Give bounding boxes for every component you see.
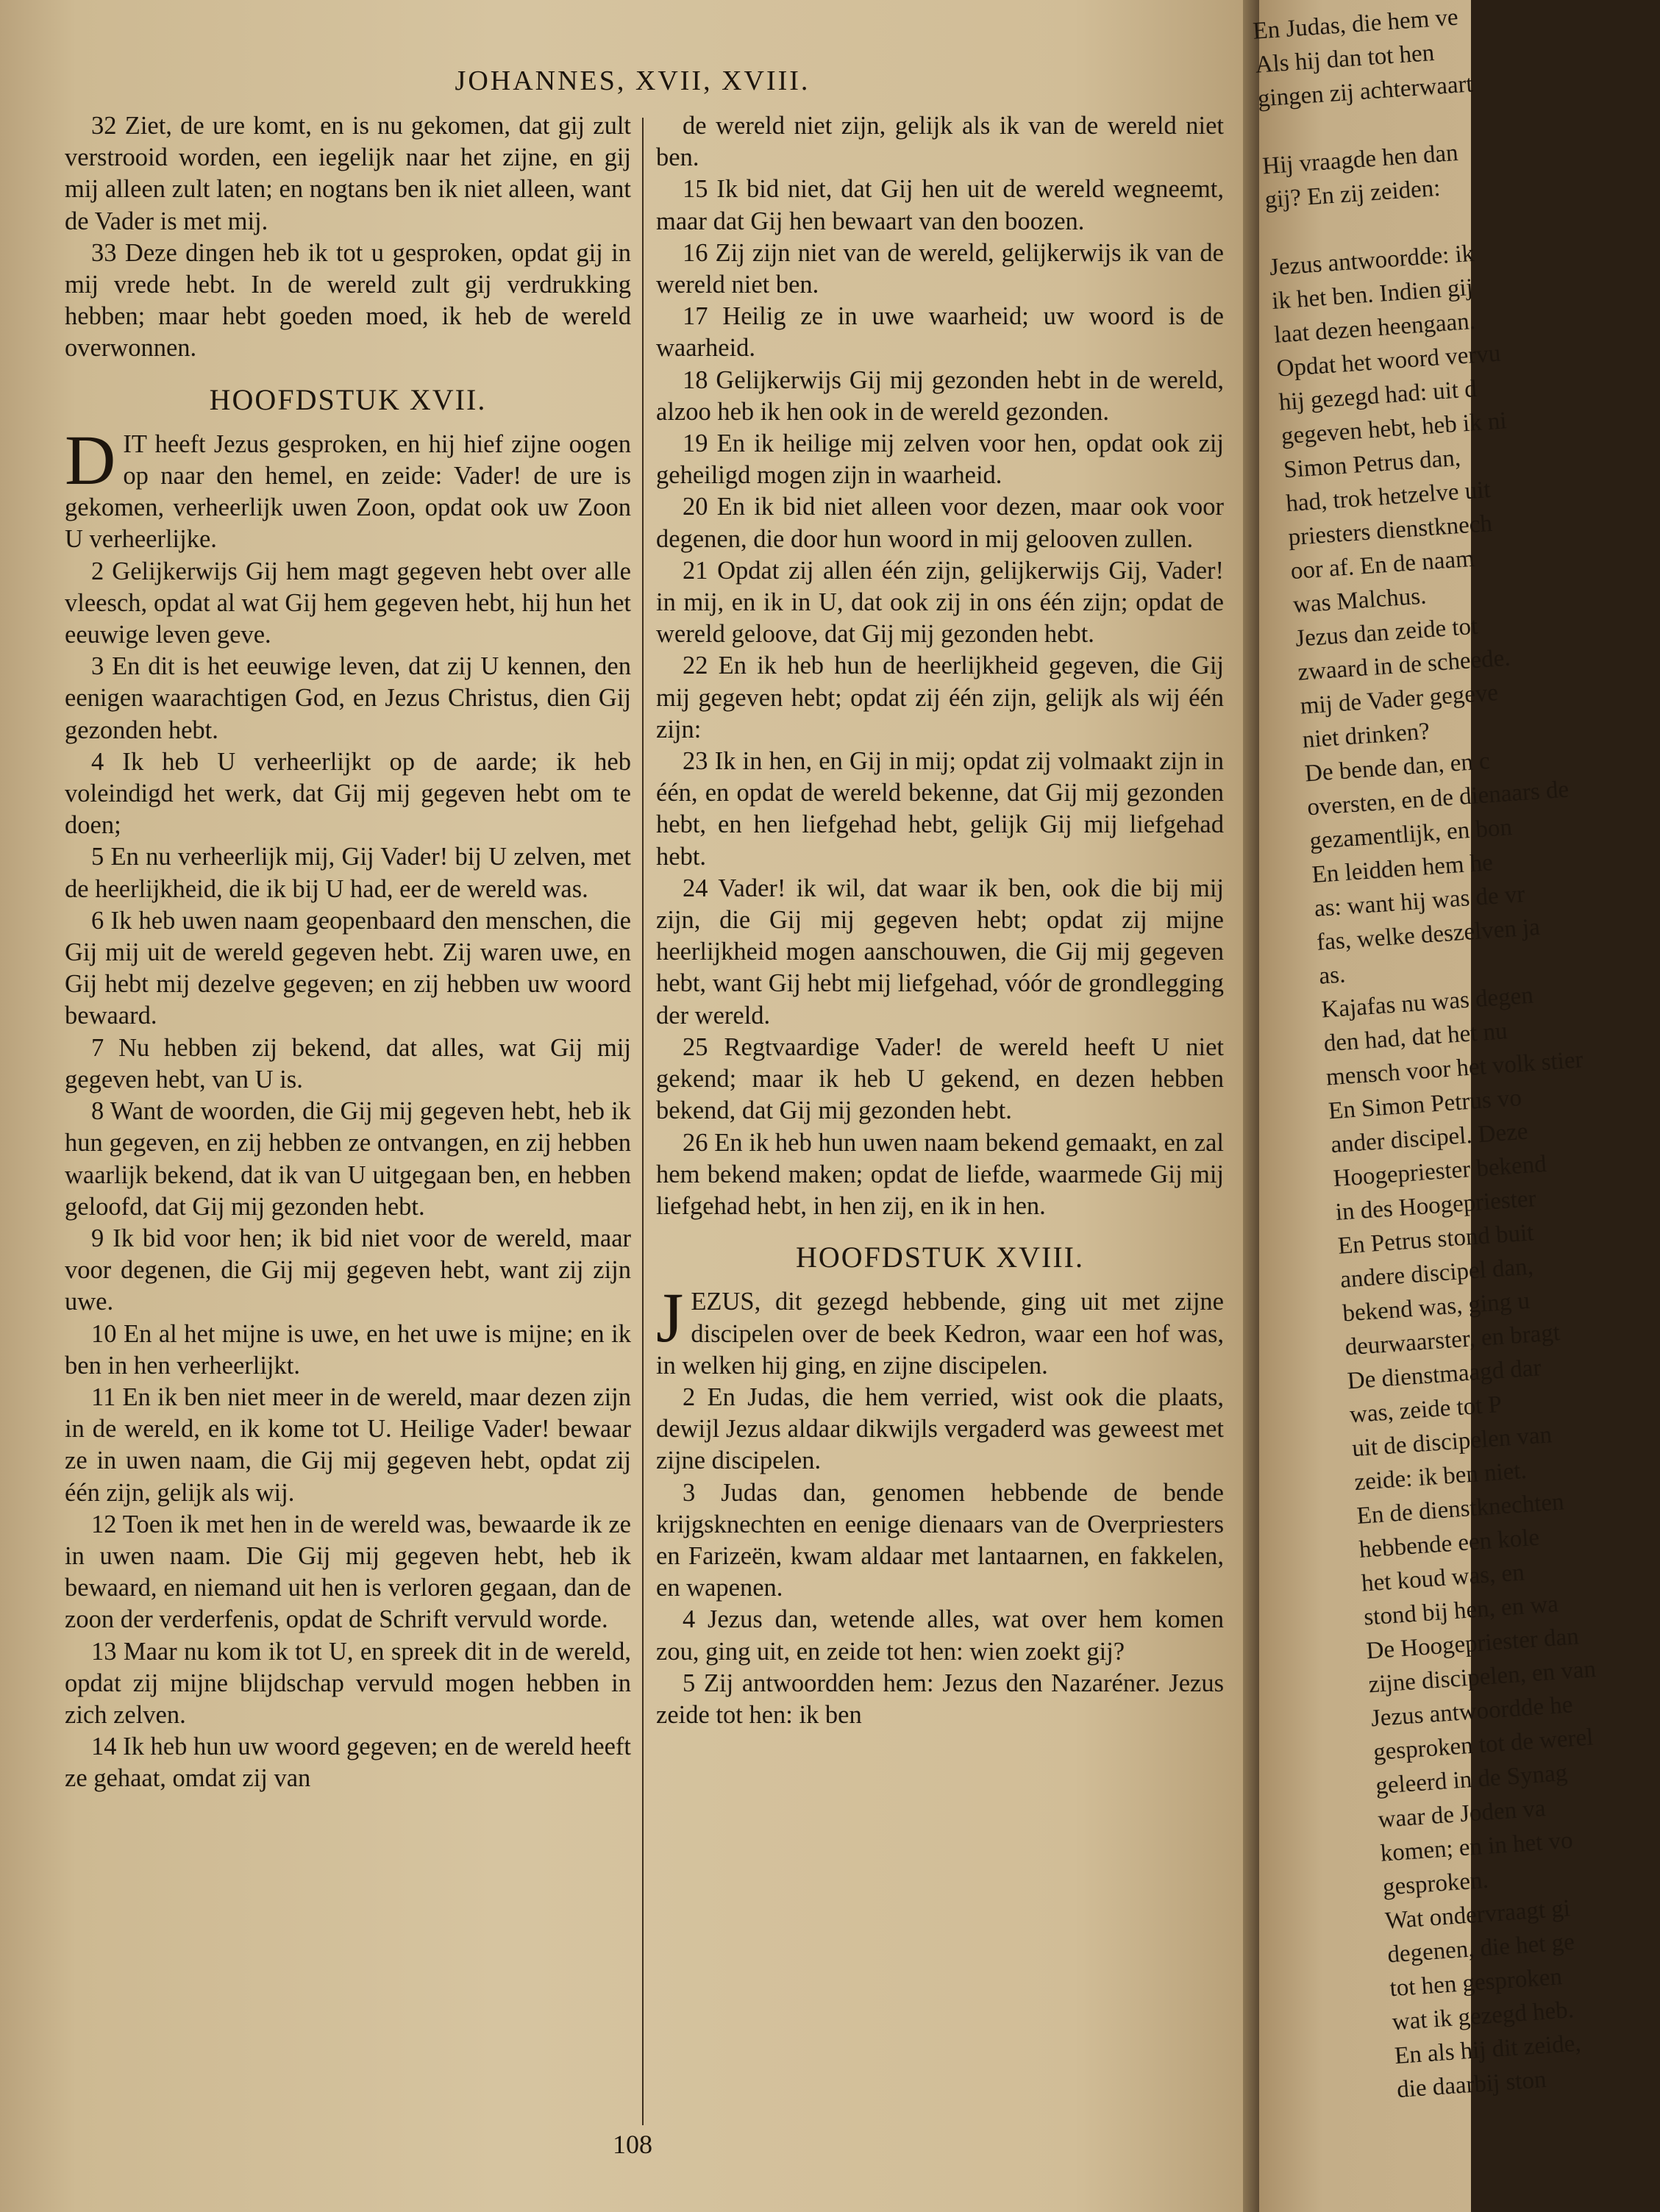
verse: 33 Deze dingen heb ik tot u gesproken, opdat gij in mij vrede hebt. In de wereld zult gij verdrukking hebben; maar hebt goeden moed, ik heb de wereld overwonnen. [65, 238, 631, 363]
facing-page-line: as: want hij was de vr [1313, 881, 1526, 922]
facing-page-line: deurwaarster, en bragt [1344, 1319, 1561, 1361]
facing-page-line: niet drinken? [1301, 718, 1431, 754]
facing-page-line: oor af. En de naam [1289, 545, 1475, 585]
verse: 26 En ik heb hun uwen naam bekend gemaakt, en zal hem bekend maken; opdat de liefde, waarmede Gij mij liefgehad hebt, in hen zij, en ik in hen. [656, 1128, 1224, 1220]
verse: 7 Nu hebben zij bekend, dat alles, wat Gij mij gegeven hebt, van U is. [65, 1033, 631, 1093]
verse: 9 Ik bid voor hen; ik bid niet voor de wereld, maar voor degenen, die Gij mij gegeven hebt, want zij zijn uwe. [65, 1224, 631, 1316]
facing-page-line: Jezus dan zeide tot [1294, 613, 1479, 652]
facing-page-line: as. [1318, 961, 1347, 990]
facing-page-line: waar de Joden va [1377, 1795, 1547, 1833]
facing-page-line: gingen zij achterwaart [1256, 71, 1474, 113]
facing-page-line: ik het ben. Indien gij [1271, 274, 1474, 315]
verse: 15 Ik bid niet, dat Gij hen uit de wereld wegneemt, maar dat Gij hen bewaart van den boozen. [656, 175, 1224, 235]
dropcap-j: J [656, 1278, 684, 1357]
facing-page-line: stond bij hen, en wa [1363, 1591, 1559, 1631]
facing-page-line: mensch voor het volk stier [1325, 1046, 1584, 1091]
right-verses [656, 110, 1224, 1222]
running-head: JOHANNES, XVII, XVIII. [455, 65, 811, 96]
facing-page-line: De Hoogepriester dan [1365, 1623, 1580, 1665]
facing-page-line: had, trok hetzelve uit [1285, 476, 1492, 518]
facing-page-line: hij gezegd had: uit d [1278, 375, 1478, 416]
column-divider [642, 118, 644, 2125]
chapter-xviii-verse-1: JEZUS, dit gezegd hebbende, ging uit met zijne discipelen over de beek Kedron, waar een hof was, in welken hij ging, en zijne discipelen. [656, 1278, 1224, 1380]
verse: 3 Judas dan, genomen hebbende de bende krijgsknechten en eenige dienaars van de Overpriesters en Farizeën, kwam aldaar met lantaarnen, en fakkelen, en wapenen. [656, 1478, 1224, 1602]
facing-page-line: zijne discipelen, en van [1367, 1655, 1597, 1699]
verse: 3 En dit is het eeuwige leven, dat zij U kennen, den eenigen waarachtigen God, en Jezus Christus, dien Gij gezonden hebt. [65, 652, 631, 744]
facing-page-line: Wat ondervraagt gi [1384, 1895, 1572, 1935]
verse: 2 En Judas, die hem verried, wist ook die plaats, dewijl Jezus aldaar dikwijls vergaderd was geweest met zijne discipelen. [656, 1382, 1224, 1475]
facing-page-line: bekend was, ging u [1342, 1287, 1531, 1327]
verse: 5 Zij antwoordden hem: Jezus den Nazaréner. Jezus zeide tot hen: ik ben [656, 1669, 1224, 1729]
verse: 2 Gelijkerwijs Gij hem magt gegeven hebt over alle vleesch, opdat al wat Gij hem gegeven hebt, hij hun het eeuwige leven geve. [65, 557, 631, 649]
facing-page-line: En Judas, die hem ve [1252, 4, 1459, 45]
verse: 11 En ik ben niet meer in de wereld, maar dezen zijn in de wereld, en ik kome tot U. Heilige Vader! bewaar ze in uwen naam, die Gij mij gegeven hebt, opdat zij één zijn, gelijk als wij. [65, 1382, 631, 1507]
facing-page-line: En als hij dit zeide, [1393, 2030, 1582, 2070]
facing-page-line: De bende dan, en c [1303, 747, 1491, 788]
facing-page-line: En Petrus stond buit [1336, 1219, 1535, 1260]
chapter-xvii-verse-1: DIT heeft Jezus gesproken, en hij hief zijne oogen op naar den hemel, en zeide: Vader! de ure is gekomen, verheerlijk uwen Zoon, opdat ook uw Zoon U verheerlijke. [65, 420, 631, 554]
facing-page-line: in des Hoogepriester [1334, 1185, 1537, 1226]
left-verses [65, 556, 631, 1795]
dropcap-d: D [65, 420, 116, 499]
verse: 12 Toen ik met hen in de wereld was, bewaarde ik ze in uwen naam. Die Gij mij gegeven hebt, heb ik bewaard, en niemand uit hen is verloren gegaan, dan de zoon der verderfenis, opdat de Schrift vervuld worde. [65, 1510, 631, 1634]
right-verses-after [656, 1382, 1224, 1731]
verse: 4 Jezus dan, wetende alles, wat over hem komen zou, ging uit, en zeide tot hen: wien zoekt gij? [656, 1605, 1224, 1666]
facing-page-line: Kajafas nu was degen [1320, 982, 1534, 1024]
verse: 6 Ik heb uwen naam geopenbaard den menschen, die Gij mij uit de wereld gegeven hebt. Zij waren uwe, en Gij hebt mij dezelve gegeven; en zij hebben uw woord bewaard. [65, 906, 631, 1030]
facing-page-line: Hoogepriester bekend [1332, 1150, 1547, 1193]
facing-page-line: komen; en in het vo [1379, 1827, 1574, 1867]
facing-page-line: zwaard in de scheede. [1297, 644, 1511, 686]
facing-page-line: gezamentlijk, en bon [1308, 814, 1514, 855]
facing-page-line: wat ik gezegd heb. [1391, 1997, 1575, 2036]
verse: 22 En ik heb hun de heerlijkheid gegeven, die Gij mij gegeven hebt; opdat zij één zijn, gelijk als wij één zijn: [656, 652, 1224, 743]
facing-page-line: gegeven hebt, heb ik ni [1280, 407, 1508, 450]
facing-page-line: uit de discipelen van [1351, 1421, 1553, 1463]
facing-page-line: En de dienstknechten [1356, 1488, 1565, 1530]
verse: 8 Want de woorden, die Gij mij gegeven hebt, heb ik hun gegeven, en zij hebben ze ontvangen, en zij hebben waarlijk bekend, dat ik van U uitgegaan ben, en hebben geloofd, dat Gij mij gezonden hebt. [65, 1097, 631, 1221]
facing-page-line: gesproken tot de werel [1372, 1724, 1595, 1766]
verse: 14 Ik heb hun uw woord gegeven; en de wereld heeft ze gehaat, omdat zij van [65, 1733, 631, 1793]
facing-page-line: oversten, en de dienaars de [1306, 776, 1570, 821]
facing-page-fragment [1252, 0, 1597, 2212]
facing-page-line: tot hen gesproken [1389, 1963, 1564, 2002]
verse: 25 Regtvaardige Vader! de wereld heeft U niet gekend; maar ik heb U gekend, en dezen hebben bekend, dat Gij mij gezonden hebt. [656, 1032, 1224, 1125]
facing-page-line: Hij vraagde hen dan [1261, 139, 1459, 180]
facing-page-line: andere discipel dan, [1339, 1253, 1534, 1294]
verse: 10 En al het mijne is uwe, en het uwe is mijne; en ik ben in hen verheerlijkt. [65, 1319, 631, 1380]
verse: 5 En nu verheerlijk mij, Gij Vader! bij U zelven, met de heerlijkheid, die ik bij U had, eer de wereld was. [65, 843, 631, 903]
facing-page-line: mij de Vader gegeve [1299, 679, 1500, 720]
facing-page-line: geleerd in de Synag [1375, 1759, 1569, 1800]
facing-page-line: gesproken. [1381, 1866, 1489, 1901]
left-column [65, 110, 631, 1795]
facing-page-line: En leidden hem he [1311, 849, 1494, 889]
facing-page-line: was Malchus. [1292, 582, 1428, 618]
facing-page-line: priesters dienstknech [1287, 510, 1493, 552]
facing-page-line: zeide: ik ben niet. [1353, 1457, 1528, 1496]
right-column [656, 110, 1224, 1731]
verse: 24 Vader! ik wil, dat waar ik ben, ook die bij mij zijn, die Gij mij gegeven hebt; opdat zij mijne heerlijkheid mogen aanschouwen, die Gij mij gegeven hebt, want Gij hebt mij liefgehad, vóór de grondlegging der wereld. [656, 874, 1224, 1030]
facing-page-line: Jezus antwoordde: ik [1268, 240, 1475, 282]
verse: 13 Maar nu kom ik tot U, en spreek dit in de wereld, opdat zij mijne blijdschap vervuld mogen hebben in zich zelven. [65, 1637, 631, 1729]
verse: 21 Opdat zij allen één zijn, gelijkerwijs Gij, Vader! in mij, en ik in U, dat ook zij in ons één zijn; opdat de wereld geloove, dat Gij mij gezonden hebt. [656, 556, 1224, 649]
verse: 17 Heilig ze in uwe waarheid; uw woord is de waarheid. [656, 302, 1224, 363]
verse: 20 En ik bid niet alleen voor dezen, maar ook voor degenen, die door hun woord in mij gelooven zullen. [656, 493, 1224, 553]
facing-page-line: Opdat het woord vervu [1275, 340, 1502, 382]
facing-page-line: Als hij dan tot hen [1254, 39, 1436, 79]
facing-page-line: Jezus antwoordde he [1369, 1691, 1574, 1733]
facing-page-line: Simon Petrus dan, [1283, 444, 1462, 484]
facing-page-line: laat dezen heengaan. [1273, 307, 1476, 349]
page-number: 108 [613, 2130, 652, 2159]
facing-page-line: De dienstmaagd dar [1346, 1355, 1542, 1395]
chapter-heading-xvii: HOOFDSTUK XVII. [209, 382, 487, 416]
verse: 16 Zij zijn niet van de wereld, gelijkerwijs ik van de wereld niet ben. [656, 238, 1224, 299]
facing-page-line: hebbende een kole [1358, 1524, 1541, 1563]
verse: 18 Gelijkerwijs Gij mij gezonden hebt in de wereld, alzoo heb ik hen ook in de wereld gezonden. [656, 365, 1224, 426]
left-verses-before [65, 110, 631, 365]
facing-page-line: gij? En zij zeiden: [1264, 174, 1442, 214]
facing-page-line: fas, welke deszelven ja [1315, 913, 1541, 956]
facing-page-line: den had, dat het nu [1322, 1018, 1508, 1057]
verse: 32 Ziet, de ure komt, en is nu gekomen, dat gij zult verstrooid worden, een iegelijk naar het zijne, en gij mij alleen zult laten; en nogtans ben ik niet alleen, want de Vader is met mij. [65, 112, 631, 235]
verse: 23 Ik in hen, en Gij in mij; opdat zij volmaakt zijn in één, en opdat de wereld bekenne, dat Gij mij gezonden hebt, en hen liefgehad hebt, gelijk Gij mij liefgehad hebt. [656, 747, 1224, 871]
verse: de wereld niet zijn, gelijk als ik van de wereld niet ben. [656, 112, 1224, 172]
chapter-heading-xviii: HOOFDSTUK XVIII. [796, 1241, 1084, 1274]
facing-page-text [1252, 0, 1640, 2107]
facing-page-line: was, zeide tot P [1348, 1391, 1503, 1429]
verse: 4 Ik heb U verheerlijkt op de aarde; ik heb voleindigd het werk, dat Gij mij gegeven hebt om te doen; [65, 747, 631, 840]
verse: 19 En ik heilige mij zelven voor hen, opdat ook zij geheiligd mogen zijn in waarheid. [656, 429, 1224, 490]
facing-page-line: En Simon Petrus vo [1328, 1085, 1523, 1125]
facing-page-line: die daarbij ston [1396, 2066, 1547, 2104]
facing-page-line: het koud was, en [1360, 1559, 1525, 1597]
facing-page-line: degenen, die het ge [1386, 1928, 1575, 1969]
facing-page-line: ander discipel. Deze [1330, 1118, 1529, 1159]
